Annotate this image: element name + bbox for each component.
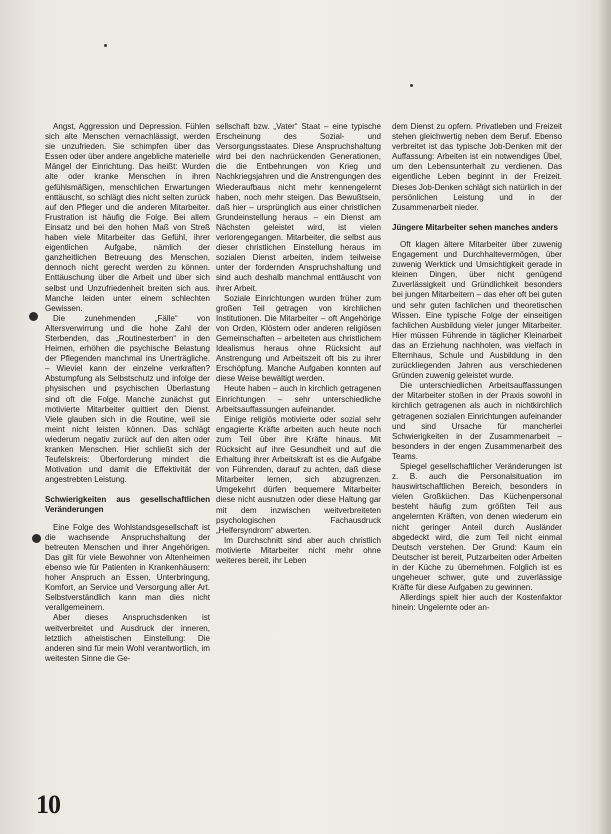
page-number: 10	[36, 790, 60, 819]
paragraph: sellschaft bzw. „Vater“ Staat – eine typische Erscheinung des Sozial- und Versorgungsstaates. Diese Anspruchshaltung wird bei den nachrückenden Generationen, die die Entbehrungen von Krieg und Nachkriegsjahren und die Anstrengungen des Wiederaufbaus nicht mehr kennengelernt haben, noch mehr steigen. Das Bewußtsein, daß hier – ursprünglich aus einer christlichen Grundeinstellung heraus – ein Dienst am Nächsten geleistet wird, ist vielen verlorengegangen. Mitarbeiter, die selbst aus dieser christlichen Einstellung heraus im sozialen Dienst arbeiten, indem teilweise unter der fordernden Anspruchshaltung und sind auch deshalb manchmal enttäuscht von ihrer Arbeit.	[216, 122, 381, 293]
paragraph: Aber dieses Anspruchsdenken ist weitverbreitet und Ausdruck der inneren, letztlich atheistischen Einstellung: Die anderen sind für mein Wohl verantwortlich, im weitesten Sinne die Ge-	[45, 613, 210, 663]
paragraph: Heute haben – auch in kirchlich getragenen Einrichtungen – sehr unterschiedliche Arbeitsauffassungen aufeinander.	[216, 384, 381, 414]
paragraph: Die zunehmenden „Fälle“ von Altersverwirrung und die hohe Zahl der Sterbenden, das „Routinesterben“ in den Heimen, erhöhen die psychische Belastung der Pflegenden manchmal ins Unerträgliche. – Wieviel kann der einzelne verkraften? Abstumpfung als Selbstschutz und infolge der physischen und psychischen Überlastung sind oft die Folge. Manche zunächst gut motivierte Mitarbeiter quittiert den Dienst. Viele glauben sich in die Routine, weil sie meint nicht leisten können. Das schlägt wiederum negativ zurück auf den alten oder kranken Menschen. Hier schließt sich der Teufelskreis: Überforderung mindert die Motivation und damit die Effektivität der angestrebten Leistung.	[45, 313, 210, 485]
scan-dot-mark	[104, 44, 107, 47]
page-edge-shadow	[597, 0, 611, 834]
paragraph: Spiegel gesellschaftlicher Veränderungen ist z. B. auch die Personalsituation im hauswirtschaftlichen Bereich, besonders in vielen Großküchen. Das Küchenpersonal besteht häufig zum größten Teil aus angelernten Kräften, von denen wiederum ein nicht geringer Anteil durch Ausländer abgedeckt wird, die zum Teil nicht einmal Deutsch verstehen. Der Grund: Kaum ein Deutscher ist bereit, Putzarbeiten oder Arbeiten in der Küche zu übernehmen. Folglich ist es ungeheuer schwer, gute und zuverlässige Kräfte für diese Aufgaben zu gewinnen.	[392, 462, 562, 593]
paragraph: Allerdings spielt hier auch der Kostenfaktor hinein: Ungelernte oder an-	[392, 593, 562, 613]
paragraph: Einige religiös motivierte oder sozial sehr engagierte Kräfte arbeiten auch heute noch zum Teil über ihre Kräfte hinaus. Mit Rücksicht auf ihre Gesundheit und auf die Erhaltung ihrer Arbeitskraft ist es die Aufgabe von Führenden, darauf zu achten, daß diese Mitarbeiter lernen, sich abzugrenzen. Umgekehrt dürfen bequemere Mitarbeiter diese nicht ausnutzen oder diese Haltung gar mit dem inzwischen weitverbreiteten psychologischen Fachausdruck „Helfersyndrom“ abwerten.	[216, 414, 381, 535]
scan-dot-mark	[410, 84, 413, 87]
paragraph: Eine Folge des Wohlstandsgesellschaft ist die wachsende Anspruchshaltung der betreuten Menschen und ihrer Angehörigen. Das gilt für viele Bewohner von Altenheimen ebenso wie für Patienten in Krankenhäusern: hoher Anspruch an Essen, Unterbringung, Komfort, an Service und Versorgung aller Art. Selbstverständlich kann man dies nicht verallgemeinern.	[45, 522, 210, 613]
paragraph: Angst, Aggression und Depression. Fühlen sich alte Menschen vernachlässigt, werden sie unzufrieden. Sie schimpfen über das Essen oder über andere angebliche materielle Mängel der Einrichtung. Das heißt: Wurden alte oder kranke Menschen in ihren gefühlsmäßigen, menschlichen Erwartungen enttäuscht, so schlägt dies nicht selten zurück auf den Pfleger und die anderen Mitarbeiter. Frustration ist häufig die Folge. Bei allem Einsatz und bei den hohen Maß von Streß haben viele Mitarbeiter das Gefühl, ihrer eigentlichen Aufgabe, nämlich der ganzheitlichen Betreuung des Menschen, dennoch nicht gerecht werden zu können. Enttäuschung über die Arbeit und über sich selbst und Unzufriedenheit breiten sich aus. Manche leiden unter einem schlechten Gewissen.	[45, 122, 210, 313]
paragraph: Oft klagen ältere Mitarbeiter über zuwenig Engagement und Durchhaltevermögen, über zuwenig Werktick und Umsichtigkeit gerade in kleinen Dingen, über nicht genügend Zuverlässigkeit und Gründlichkeit besonders bei jungen Mitarbeitern – das eher oft bei guten und sehr guten fachlichen und theoretischen Wissen. Eine typische Folge der einseitigen fachlichen Ausbildung vieler junger Mitarbeiter. Hier müssen Führende in täglicher Kleinarbeit das an Erziehung nachholen, was vielfach in Elternhaus, Schule und Ausbildung in den zurückliegenden Jahren aus verschiedenen Gründen zuwenig geleistet wurde.	[392, 239, 562, 381]
paragraph: Im Durchschnitt sind aber auch christlich motivierte Mitarbeiter nicht mehr ohne weiteres bereit, ihr Leben	[216, 535, 381, 566]
paragraph: Die unterschiedlichen Arbeitsauffassungen der Mitarbeiter stoßen in der Praxis sowohl in kirchlich getragenen als auch in nichtkirchlich getragenen sozialen Einrichtungen aufeinander und sind Ursache für mancherlei Schwierigkeiten in der Zusammenarbeit – besonders in der engen Zusammenarbeit des Teams.	[392, 381, 562, 461]
section-heading: Jüngere Mitarbeiter sehen manches anders	[392, 222, 558, 232]
text-column-right	[392, 122, 562, 812]
section-heading: Schwierigkeiten aus gesellschaftlichen Veränderungen	[45, 495, 210, 515]
punch-hole	[29, 312, 38, 321]
text-column-middle	[216, 122, 381, 812]
paragraph: dem Dienst zu opfern. Privatleben und Freizeit stehen gleichwertig neben dem Beruf. Ebenso verbreitet ist das typische Job-Denken mit der Auffassung: Arbeiten ist ein notwendiges Übel, um den Lebensunterhalt zu verdienen. Das eigentliche Leben beginnt in der Freizeit. Dieses Job-Denken schlägt sich natürlich in der persönlichen Leistung und in der Zusammenarbeit nieder.	[392, 122, 562, 212]
punch-hole	[32, 534, 41, 543]
paragraph: Soziale Einrichtungen wurden früher zum großen Teil getragen von kirchlichen Institutionen. Die Mitarbeiter – oft Angehörige von Orden, Klöstern oder anderen religiösen Gemeinschaften – arbeiteten aus christlichem Idealismus heraus ohne Rücksicht auf Anstrengung und Arbeitszeit oft bis zu ihrer Erschöpfung. Manche Aufgaben konnten auf diese Weise bewältigt werden.	[216, 293, 381, 384]
text-column-left	[45, 122, 210, 812]
